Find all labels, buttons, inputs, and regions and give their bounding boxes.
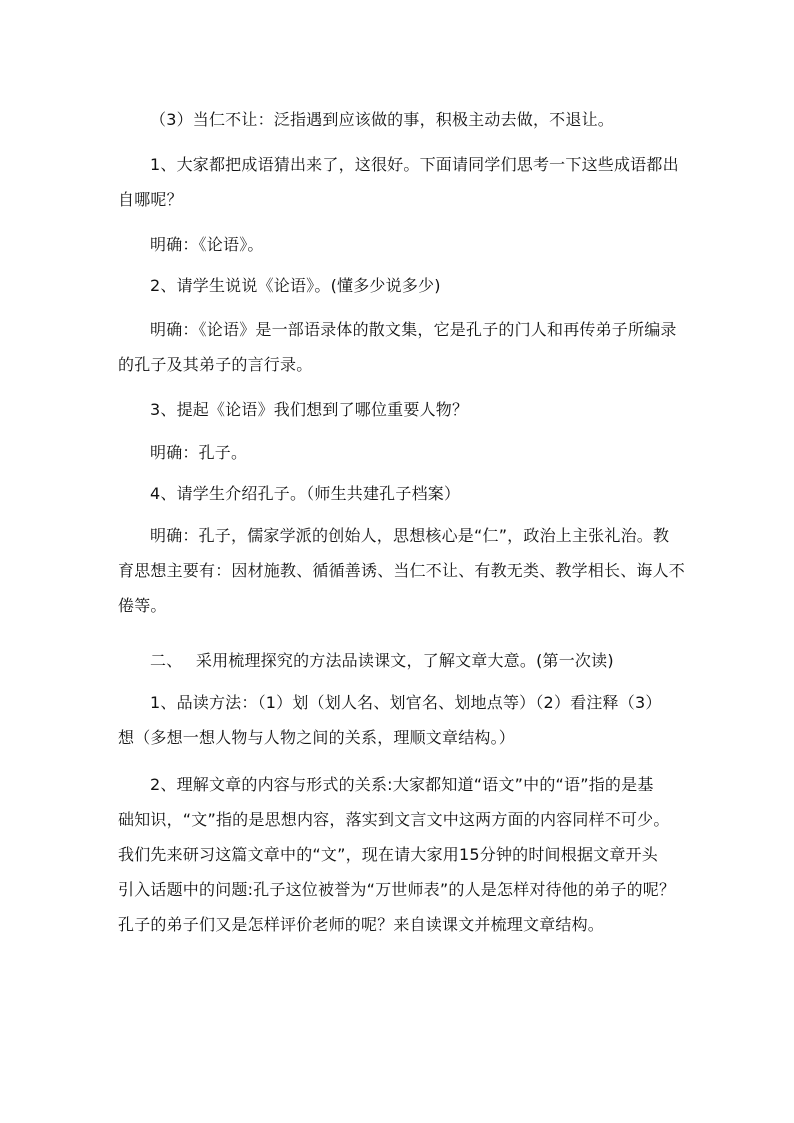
paragraph-question-3 xyxy=(118,392,678,427)
text-line: （3）当仁不让：泛指遇到应该做的事，积极主动去做，不退让。 xyxy=(150,110,614,129)
text-line: 明确：《论语》是一部语录体的散文集，它是孔子的门人和再传弟子所编录 xyxy=(150,320,677,339)
paragraph-answer-4 xyxy=(118,518,686,623)
text-line: 自哪呢？ xyxy=(118,190,183,209)
text-line: 2、请学生说说《论语》。(懂多少说多少) xyxy=(150,276,441,295)
text-line: 2、理解文章的内容与形式的关系:大家都知道“语文”中的“语”指的是基 xyxy=(150,775,654,794)
text-line: 1、品读方法：（1）划（划人名、划官名、划地点等）（2）看注释（3） xyxy=(150,693,662,712)
text-line: 倦等。 xyxy=(118,596,167,615)
text-line: 明确：孔子，儒家学派的创始人，思想核心是“仁”，政治上主张礼治。教 xyxy=(150,526,670,545)
text-line: 二、 采用梳理探究的方法品读课文，了解文章大意。(第一次读) xyxy=(150,651,614,670)
text-line: 孔子的弟子们又是怎样评价老师的呢？来自读课文并梳理文章结构。 xyxy=(118,915,605,934)
paragraph-question-1 xyxy=(118,147,678,217)
paragraph-reading-method xyxy=(118,685,678,755)
text-line: 明确：《论语》。 xyxy=(150,235,264,254)
text-line: 想（多想一想人物与人物之间的关系，理顺文章结构。） xyxy=(118,728,516,747)
paragraph-dangren-burang xyxy=(118,102,678,137)
paragraph-section-2-heading xyxy=(118,643,678,678)
text-line: 的孔子及其弟子的言行录。 xyxy=(118,355,313,374)
text-line: 1、大家都把成语猜出来了，这很好。下面请同学们思考一下这些成语都出 xyxy=(150,155,679,174)
text-line: 3、提起《论语》我们想到了哪位重要人物？ xyxy=(150,400,469,419)
paragraph-answer-2 xyxy=(118,312,678,382)
text-line: 育思想主要有：因材施教、循循善诱、当仁不让、有教无类、教学相长、诲人不 xyxy=(118,561,686,580)
text-line: 础知识，“文”指的是思想内容，落实到文言文中这两方面的内容同样不可少。 xyxy=(118,810,670,829)
paragraph-question-4 xyxy=(118,476,678,511)
text-line: 明确：孔子。 xyxy=(150,443,248,462)
paragraph-content-form xyxy=(118,767,678,942)
paragraph-answer-3 xyxy=(118,435,678,470)
text-line: 我们先来研习这篇文章中的“文”，现在请大家用15分钟的时间根据文章开头 xyxy=(118,845,658,864)
text-line: 引入话题中的问题:孔子这位被誉为“万世师表”的人是怎样对待他的弟子的呢？ xyxy=(118,880,676,899)
paragraph-question-2 xyxy=(118,268,678,303)
paragraph-answer-1 xyxy=(118,227,678,262)
text-line: 4、请学生介绍孔子。（师生共建孔子档案） xyxy=(150,484,461,503)
